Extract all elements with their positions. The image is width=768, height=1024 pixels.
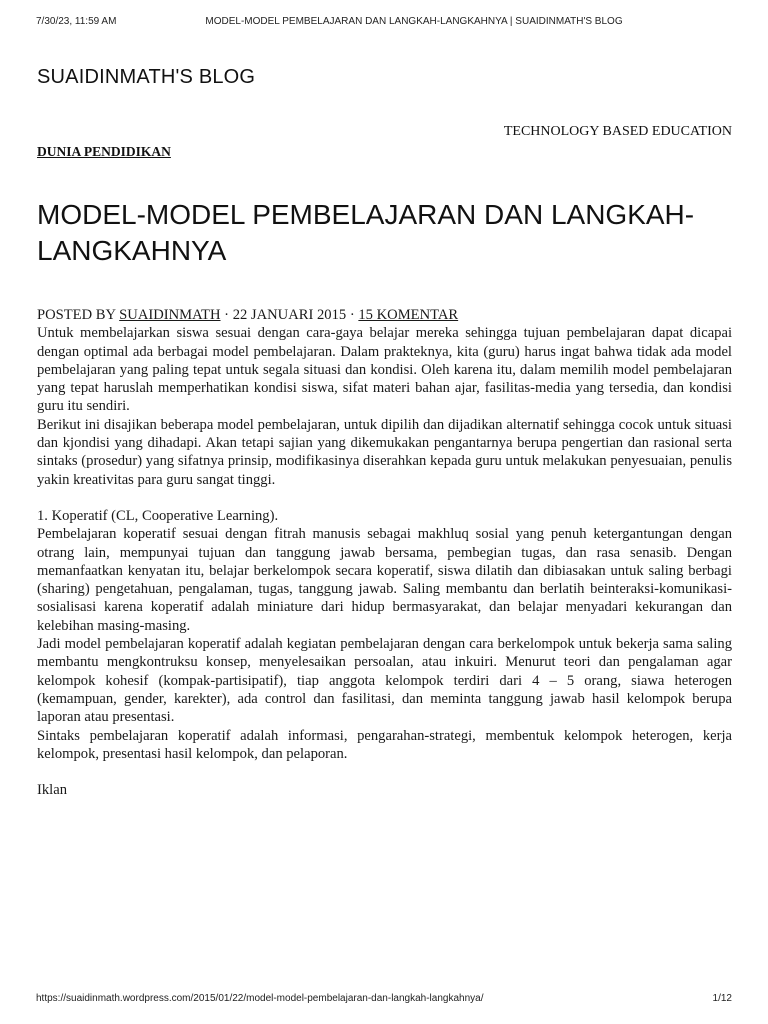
print-datetime: 7/30/23, 11:59 AM <box>36 16 117 27</box>
print-page-title: MODEL-MODEL PEMBELAJARAN DAN LANGKAH-LANGKAHNYA | SUAIDINMATH'S BLOG <box>205 16 623 27</box>
paragraph: Jadi model pembelajaran koperatif adalah kegiatan pembelajaran dengan cara berkelompok untuk bekerja sama saling membantu mengkontruksu konsep, menyelesaikan persoalan, atau inkuiri. Menurut teori dan pengalaman agar kelompok kohesif (kompak-partisipatif), tiap anggota kelompok terdiri dari 4 – 5 orang, siawa heterogen (kemampuan, gender, karekter), ada control dan fasilitasi, dan meminta tanggung jawab hasil kelompok berupa laporan atau presentasi. <box>37 636 732 726</box>
ad-label: Iklan <box>37 782 67 799</box>
post-meta <box>37 306 732 324</box>
paragraph: Untuk membelajarkan siswa sesuai dengan cara-gaya belajar mereka sehingga tujuan pembelajaran dapat dicapai dengan optimal ada berbagai model pembelajaran. Dalam prakteknya, kita (guru) harus ingat bahwa tidak ada model pembelajaran yang paling tepat untuk segala situasi dan kondisi. Oleh karena itu, dalam memilih model pembelajaran yang tepat haruslah memperhatikan kondisi siswa, sifat materi bahan ajar, fasilitas-media yang tersedia, dan kondisi guru itu sendiri. <box>37 325 732 415</box>
meta-separator: · <box>220 307 233 323</box>
comments-link[interactable]: 15 KOMENTAR <box>358 307 459 323</box>
post-title: MODEL-MODEL PEMBELAJARAN DAN LANGKAH-LANGKAHNYA <box>37 199 695 266</box>
author-link[interactable]: SUAIDINMATH <box>119 307 221 323</box>
print-page-number: 1/12 <box>712 993 732 1004</box>
section-heading: 1. Koperatif (CL, Cooperative Learning). <box>37 507 279 524</box>
post-content <box>37 306 732 799</box>
print-url: https://suaidinmath.wordpress.com/2015/01/22/model-model-pembelajaran-dan-langkah-langkahnya/ <box>36 993 484 1004</box>
meta-separator: · <box>346 307 359 323</box>
blog-tagline: TECHNOLOGY BASED EDUCATION <box>503 124 732 139</box>
post-date: 22 JANUARI 2015 <box>232 307 347 323</box>
posted-by-label: POSTED BY <box>37 307 120 323</box>
paragraph: Berikut ini disajikan beberapa model pembelajaran, untuk dipilih dan dijadikan alternatif sehingga cocok untuk situasi dan kjondisi yang dihadapi. Akan tetapi sajian yang dikemukakan pengantarnya berupa pengertian dan rasional serta sintaks (prosedur) yang sifatnya prinsip, modifikasinya diserahkan kepada guru untuk melakukan penyesuaian, penulis yakin kreativitas para guru sangat tinggi. <box>37 416 732 488</box>
blog-title[interactable]: SUAIDINMATH'S BLOG <box>37 66 256 88</box>
paragraph: Pembelajaran koperatif sesuai dengan fitrah manusis sebagai makhluq sosial yang penuh ketergantungan dengan otrang lain, mempunyai tujuan dan tanggung jawab bersama, pembegian tugas, dan rasa senasib. Dengan memanfaatkan kenyatan itu, belajar berkelompok secara koperatif, siswa dilatih dan dibiasakan untuk saling berbagi (sharing) pengetahuan, pengalaman, tugas, tanggung jawab. Saling membantu dan berlatih beinteraksi-komunikasi-sosialisasi karena koperatif adalah miniature dari hidup bermasyarakat, dan belajar menyadari kekurangan dan kelebihan masing-masing. <box>37 526 732 634</box>
paragraph: Sintaks pembelajaran koperatif adalah informasi, pengarahan-strategi, membentuk kelompok heterogen, kerja kelompok, presentasi hasil kelompok, dan pelaporan. <box>37 727 732 762</box>
category-link[interactable]: DUNIA PENDIDIKAN <box>37 144 171 159</box>
